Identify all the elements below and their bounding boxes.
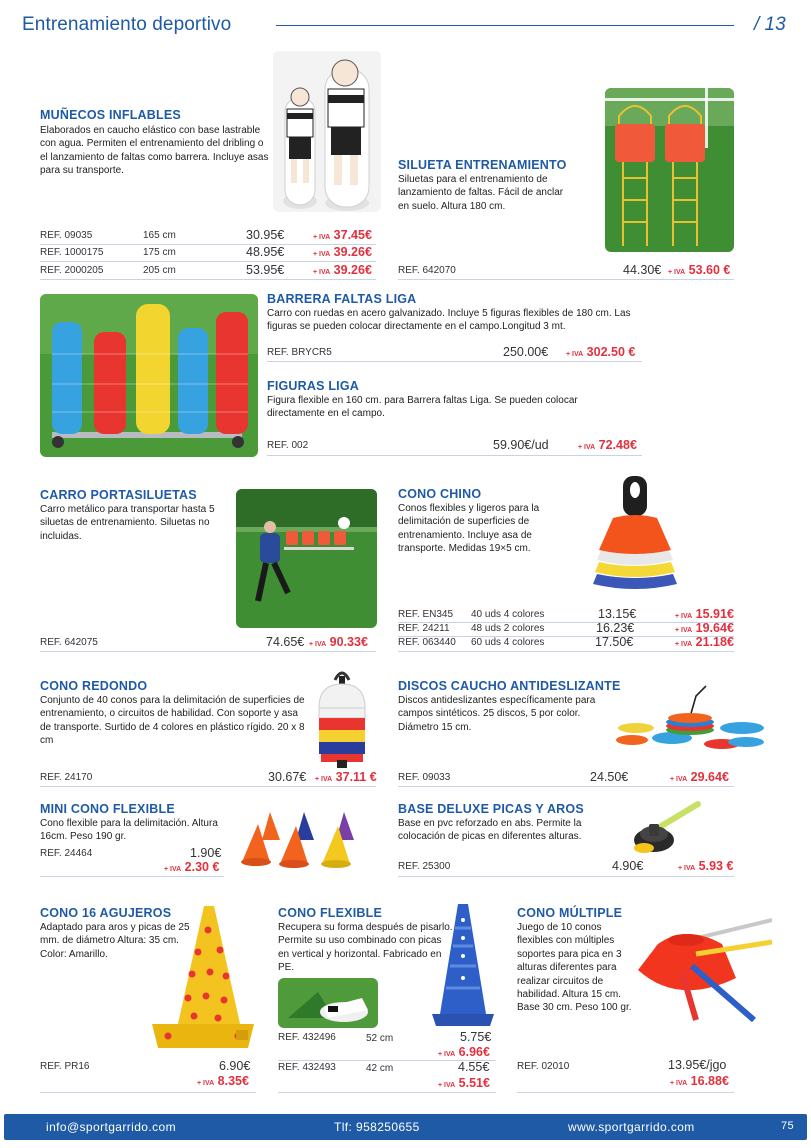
flexible-description: Recupera su forma después de pisarlo. Permite su uso combinado con picas en vertical y horizontal. Fabricado en PE. (278, 922, 453, 974)
row-divider (278, 1092, 496, 1093)
price: 13.95€/jgo (668, 1058, 727, 1072)
mini-title: MINI CONO FLEXIBLE (40, 802, 175, 816)
chino-title: CONO CHINO (398, 487, 482, 501)
rubber-discs-image (614, 682, 766, 752)
carro-title: CARRO PORTASILUETAS (40, 488, 197, 502)
row-divider (267, 455, 642, 456)
price-with-iva: + IVA 29.64€ (670, 770, 729, 784)
ref-code: REF. 2000205 (40, 265, 104, 276)
size: 40 uds 4 colores (471, 609, 545, 620)
mini-description: Cono flexible para la delimitación. Altura 16cm. Peso 190 gr. (40, 818, 218, 843)
ref-code: REF. PR16 (40, 1061, 90, 1072)
price-with-iva: + IVA 39.26€ (313, 245, 372, 259)
free-kick-barrier-image (40, 294, 258, 457)
multiple-cone-image (636, 912, 772, 1022)
mini-cones-image (240, 810, 368, 868)
ref-code: REF. 432496 (278, 1032, 336, 1043)
redondo-description: Conjunto de 40 conos para la delimitación de superficies de entrenamiento, o circuitos de habilidad. Con soporte y asa de transporte. Surtido de 4 colores en plástico rígido. 20 x 8 cm (40, 695, 305, 747)
disc-cones-image (585, 474, 685, 594)
ref-code: REF. 24464 (40, 848, 93, 859)
size: 165 cm (143, 230, 176, 241)
agujeros-title: CONO 16 AGUJEROS (40, 906, 172, 920)
row-divider (40, 786, 376, 787)
ref-code: REF. 24170 (40, 772, 93, 783)
ref-code: REF. EN345 (398, 609, 454, 620)
ref-code: REF. 642070 (398, 265, 456, 276)
ref-code: REF. 1000175 (40, 247, 104, 258)
discos-description: Discos antideslizantes específicamente para campos sintéticos. 25 discos, 5 por color. Diámetro 15 cm. (398, 695, 596, 733)
price: 4.55€ (458, 1060, 490, 1074)
size: 52 cm (366, 1033, 394, 1044)
discos-title: DISCOS CAUCHO ANTIDESLIZANTE (398, 679, 621, 693)
price-with-iva: + IVA 15.91€ (675, 607, 734, 621)
price: 30.95€ (246, 228, 285, 242)
price: 53.95€ (246, 263, 285, 277)
multiple-description: Juego de 10 conos flexibles con múltiples soportes para pica en 3 alturas diferentes para realizar circuitos de habilidad. Altura 15 cm. Base 30 cm. Peso 100 gr. (517, 922, 632, 1014)
blue-flexible-cone-image (430, 902, 496, 1030)
header-divider (276, 25, 734, 26)
flexible-cone-stepped-image (278, 978, 378, 1028)
row-divider (398, 651, 734, 652)
size: 175 cm (143, 247, 176, 258)
ref-code: REF. 432493 (278, 1062, 336, 1073)
ref-code: REF. 25300 (398, 861, 451, 872)
multiple-title: CONO MÚLTIPLE (517, 906, 623, 920)
silhouette-cart-image (236, 489, 377, 628)
price-with-iva: + IVA 37.45€ (313, 228, 372, 242)
inflatable-dummies-image (273, 51, 381, 212)
price: 48.95€ (246, 245, 285, 259)
barrera-title: BARRERA FALTAS LIGA (267, 292, 417, 306)
price: 250.00€ (503, 345, 549, 359)
ref-code: REF. 09035 (40, 230, 93, 241)
price-with-iva: + IVA 16.88€ (670, 1074, 729, 1088)
ref-code: REF. 09033 (398, 772, 451, 783)
price-with-iva: + IVA 5.93 € (678, 859, 734, 873)
price: 44.30€ (623, 263, 662, 277)
size: 205 cm (143, 265, 176, 276)
row-divider (40, 651, 376, 652)
agujeros-description: Adaptado para aros y picas de 25 mm. de diámetro Altura: 35 cm. Color: Amarillo. (40, 922, 190, 960)
row-divider (40, 279, 376, 280)
page-number: 75 (781, 1120, 795, 1132)
ref-code: REF. 642075 (40, 637, 98, 648)
price-with-iva: + IVA 53.60 € (668, 263, 731, 277)
cone-16-holes-image (148, 904, 258, 1054)
price-with-iva: + IVA 72.48€ (578, 438, 637, 452)
ref-code: REF. BRYCR5 (267, 347, 332, 358)
footer-website[interactable]: www.sportgarrido.com (568, 1120, 695, 1134)
flexible-title: CONO FLEXIBLE (278, 906, 382, 920)
price-with-iva: + IVA 8.35€ (197, 1074, 249, 1088)
row-divider (40, 261, 376, 262)
row-divider (517, 1092, 734, 1093)
price-with-iva: + IVA 39.26€ (313, 263, 372, 277)
price: 4.90€ (612, 859, 644, 873)
row-divider (398, 279, 734, 280)
muñecos-description: Elaborados en caucho elástico con base lastrable con agua. Permiten el entrenamiento del dribling o el lanzamiento de faltas como barrera. Incluye asas para su transporte. (40, 125, 269, 177)
price: 16.23€ (596, 621, 635, 635)
price-with-iva: + IVA 6.96€ (438, 1045, 490, 1059)
price-with-iva: + IVA 21.18€ (675, 635, 734, 649)
row-divider (398, 876, 734, 877)
footer-email[interactable]: info@sportgarrido.com (46, 1120, 176, 1134)
round-cones-image (313, 664, 371, 770)
ref-code: REF. 063440 (398, 637, 456, 648)
silueta-title: SILUETA ENTRENAMIENTO (398, 158, 567, 172)
row-divider (40, 1092, 256, 1093)
size: 48 uds 2 colores (471, 623, 545, 634)
page-title: Entrenamiento deportivo (22, 14, 232, 35)
price-with-iva: + IVA 19.64€ (675, 621, 734, 635)
carro-description: Carro metálico para transportar hasta 5 siluetas de entrenamiento. Siluetas no incluidas. (40, 504, 215, 542)
deluxe-base-image (630, 800, 702, 858)
training-silhouette-image (605, 88, 734, 252)
ref-code: REF. 24211 (398, 623, 450, 634)
ref-code: REF. 002 (267, 440, 309, 451)
price: 17.50€ (595, 635, 634, 649)
section-number: / 13 (754, 14, 786, 35)
price: 6.90€ (219, 1059, 251, 1073)
size: 60 uds 4 colores (471, 637, 545, 648)
price-with-iva: + IVA 90.33€ (309, 635, 368, 649)
silueta-description: Siluetas para el entrenamiento de lanzamiento de faltas. Fácil de anclar en suelo. Altura 180 cm. (398, 174, 564, 212)
price-with-iva: + IVA 2.30 € (164, 860, 220, 874)
price: 5.75€ (460, 1030, 492, 1044)
row-divider (40, 876, 224, 877)
redondo-title: CONO REDONDO (40, 679, 148, 693)
size: 42 cm (366, 1063, 394, 1074)
base-description: Base en pvc reforzado en abs. Permite la colocación de picas en diferentes alturas. (398, 818, 582, 843)
base-title: BASE DELUXE PICAS Y AROS (398, 802, 584, 816)
price: 30.67€ (268, 770, 307, 784)
footer-phone[interactable]: Tlf: 958250655 (334, 1120, 420, 1134)
price-with-iva: + IVA 5.51€ (438, 1076, 490, 1090)
row-divider (398, 786, 734, 787)
price: 13.15€ (598, 607, 637, 621)
price: 24.50€ (590, 770, 629, 784)
price: 74.65€ (266, 635, 305, 649)
chino-description: Conos flexibles y ligeros para la delimitación de superficies de entrenamiento. Incluye asa de transporte. Medidas 19×5 cm. (398, 503, 540, 555)
figuras-description: Figura flexible en 160 cm. para Barrera faltas Liga. Se pueden colocar directamente en el campo. (267, 395, 578, 420)
ref-code: REF. 02010 (517, 1061, 570, 1072)
price: 1.90€ (190, 846, 222, 860)
row-divider (267, 361, 642, 362)
muñecos-title: MUÑECOS INFLABLES (40, 108, 181, 122)
barrera-description: Carro con ruedas en acero galvanizado. Incluye 5 figuras flexibles de 180 cm. Las figuras se pueden colocar directamente en el campo.Longitud 3 mt. (267, 308, 631, 333)
figuras-title: FIGURAS LIGA (267, 379, 359, 393)
price-with-iva: + IVA 37.11 € (315, 770, 377, 784)
price-with-iva: + IVA 302.50 € (566, 345, 636, 359)
price: 59.90€/ud (493, 438, 549, 452)
